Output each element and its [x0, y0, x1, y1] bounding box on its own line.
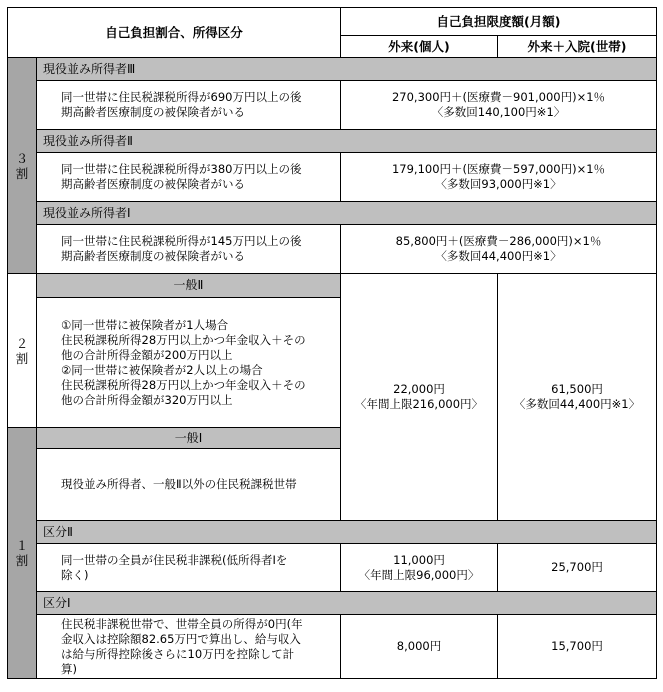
- category-genyaku-2-amount: 179,100円＋(医療費－597,000円)×1％ 〈多数回93,000円※1〉: [341, 153, 657, 202]
- category-genyaku-1-title: 現役並み所得者Ⅰ: [37, 202, 657, 225]
- kubun-2-combined-amount: 25,700円: [498, 544, 657, 592]
- kubun-2-outpatient-amount: 11,000円 〈年間上限96,000円〉: [341, 544, 498, 592]
- rate-1-割: １ 割: [8, 428, 37, 679]
- category-kubun-2-desc: 同一世帯の全員が住民税非課税(低所得者Ⅰを 除く): [37, 544, 341, 592]
- category-kubun-1-title: 区分Ⅰ: [37, 592, 657, 615]
- category-ippan-2-desc: ①同一世帯に被保険者が1人場合 住民税課税所得28万円以上かつ年金収入＋その 他の合計所得金額が200万円以上 ②同一世帯に被保険者が2人以上の場合 住民税課税所得28万円以上かつ年金収入＋その 他の合計所得金額が320万円以上: [37, 298, 341, 428]
- category-ippan-2-title: 一般Ⅱ: [37, 274, 341, 298]
- rate-2-割: ２ 割: [8, 274, 37, 428]
- header-income-category: 自己負担割合、所得区分: [8, 8, 341, 58]
- category-genyaku-2-desc: 同一世帯に住民税課税所得が380万円以上の後 期高齢者医療制度の被保険者がいる: [37, 153, 341, 202]
- category-genyaku-3-desc: 同一世帯に住民税課税所得が690万円以上の後 期高齢者医療制度の被保険者がいる: [37, 81, 341, 130]
- copayment-limit-table: [7, 7, 657, 679]
- kubun-1-outpatient-amount: 8,000円: [341, 615, 498, 679]
- ippan-combined-amount: 61,500円 〈多数回44,400円※1〉: [498, 274, 657, 521]
- header-outpatient-individual: 外来(個人): [341, 36, 498, 58]
- category-ippan-1-title: 一般Ⅰ: [37, 428, 341, 449]
- category-genyaku-1-amount: 85,800円＋(医療費－286,000円)×1％ 〈多数回44,400円※1〉: [341, 225, 657, 274]
- category-kubun-1-desc: 住民税非課税世帯で、世帯全員の所得が0円(年 金収入は控除額82.65万円で算出し、給与収入 は給与所得控除後さらに10万円を控除して計 算): [37, 615, 341, 679]
- header-outpatient-inpatient-household: 外来＋入院(世帯): [498, 36, 657, 58]
- rate-3-割: ３ 割: [8, 58, 37, 274]
- ippan-outpatient-amount: 22,000円 〈年間上限216,000円〉: [341, 274, 498, 521]
- category-genyaku-1-desc: 同一世帯に住民税課税所得が145万円以上の後 期高齢者医療制度の被保険者がいる: [37, 225, 341, 274]
- header-monthly-limit: 自己負担限度額(月額): [341, 8, 657, 36]
- category-ippan-1-desc: 現役並み所得者、一般Ⅱ以外の住民税課税世帯: [37, 449, 341, 521]
- category-genyaku-2-title: 現役並み所得者Ⅱ: [37, 130, 657, 153]
- category-kubun-2-title: 区分Ⅱ: [37, 521, 657, 544]
- category-genyaku-3-title: 現役並み所得者Ⅲ: [37, 58, 657, 81]
- kubun-1-combined-amount: 15,700円: [498, 615, 657, 679]
- category-genyaku-3-amount: 270,300円＋(医療費－901,000円)×1％ 〈多数回140,100円※1〉: [341, 81, 657, 130]
